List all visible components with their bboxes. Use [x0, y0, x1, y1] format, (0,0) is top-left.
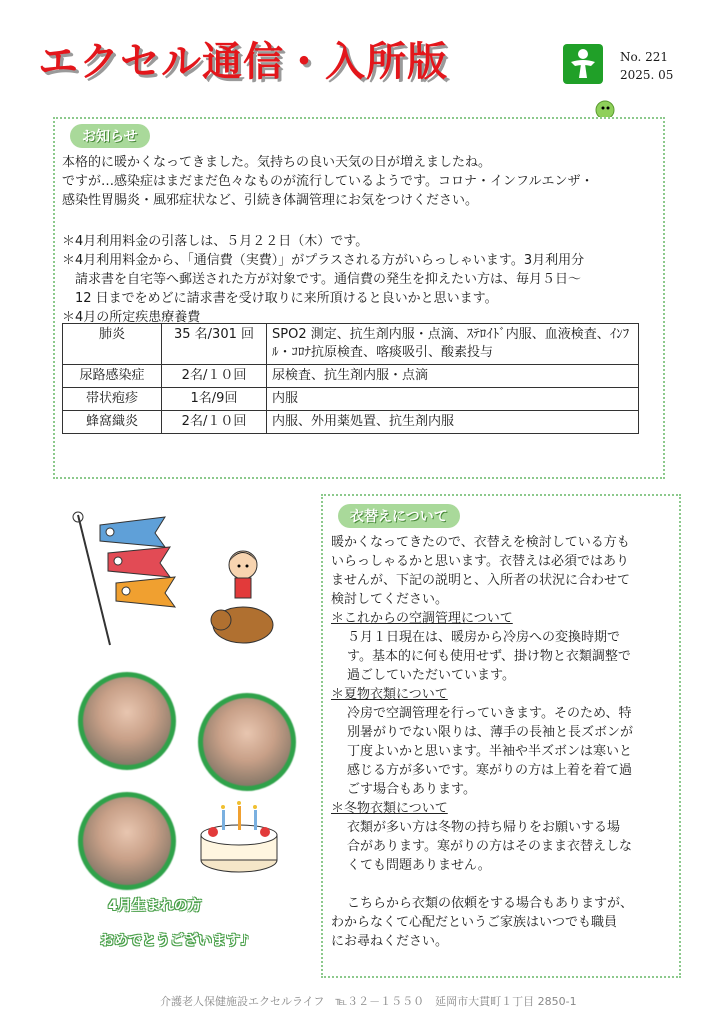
- section-line: す。基本的に何も使用せず、掛け物と衣類調整で: [347, 649, 631, 664]
- notice-heading: お知らせ: [70, 124, 150, 148]
- count-cell: 35 名/301 回: [162, 324, 267, 365]
- section-body: [331, 704, 671, 799]
- closing-line: にお尋ねください。: [331, 934, 449, 949]
- section-title: [331, 685, 671, 704]
- notice-items: [62, 232, 652, 327]
- resident-photo: [78, 672, 176, 770]
- disease-treatment-table: [62, 323, 639, 434]
- closing-line: わからなくて心配だというご家族はいつでも職員: [331, 915, 618, 930]
- koinobori-illustration-icon: [70, 505, 185, 650]
- clothing-intro-line: 暖かくなってきたので、衣替えを検討している方も: [331, 535, 630, 550]
- section-line: 感じる方が多いです。寒がりの方は上着を着て過: [347, 763, 632, 778]
- table-row: [63, 411, 639, 434]
- treatment-cell: 内服: [267, 388, 639, 411]
- treatment-cell: 内服、外用薬処置、抗生剤内服: [267, 411, 639, 434]
- count-cell: 2名/１０回: [162, 365, 267, 388]
- section-title: [331, 609, 671, 628]
- section-line: 冷房で空調管理を行っていきます。そのため、特: [347, 706, 632, 721]
- section-title-text: ＊夏物衣類について: [331, 687, 448, 702]
- clothing-content: [331, 533, 671, 951]
- notice-intro-line: 感染性胃腸炎・風邪症状など、引続き体調管理にお気をつけください。: [62, 193, 479, 208]
- notice-intro: [62, 153, 652, 210]
- disease-cell: 帯状疱疹: [63, 388, 162, 411]
- section-title: [331, 799, 671, 818]
- clothing-intro-line: 検討してください。: [331, 592, 449, 607]
- disease-cell: 肺炎: [63, 324, 162, 365]
- section-line: 丁度よいかと思います。半袖や半ズボンは寒いと: [347, 744, 632, 759]
- issue-date: 2025. 05: [620, 68, 674, 82]
- treatment-cell: SPO2 測定、抗生剤内服・点滴、ｽﾃﾛｲﾄﾞ内服、血液検査、ｲﾝﾌﾙ・ｺﾛﾅ抗原検査、喀痰吸引、酸素投与: [267, 324, 639, 365]
- notice-item: ＊4月利用料金から、「通信費（実費）」がプラスされる方がいらっしゃいます。3月利用分: [62, 253, 585, 268]
- section-line: 合があります。寒がりの方はそのまま衣替えしな: [347, 839, 632, 854]
- birthday-cake-icon: [198, 800, 280, 880]
- disease-cell: 尿路感染症: [63, 365, 162, 388]
- section-line: 衣類が多い方は冬物の持ち帰りをお願いする場: [347, 820, 621, 835]
- notice-item: 請求書を自宅等へ郵送された方が対象です。通信費の発生を抑えたい方は、毎月５日～: [62, 272, 581, 287]
- spacer: [331, 875, 671, 894]
- section-line: ５月１日現在は、暖房から冷房への変換時期で: [347, 630, 621, 645]
- notice-intro-line: ですが…感染症はまだまだ色々なものが流行しているようです。コロナ・インフルエンザ・: [62, 174, 594, 189]
- section-line: 過ごしていただいています。: [347, 668, 515, 683]
- section-line: 別暑がりでない限りは、薄手の長袖と長ズボンが: [347, 725, 634, 740]
- section-title-text: ＊冬物衣類について: [331, 801, 448, 816]
- resident-photo: [198, 693, 296, 791]
- footer-address: 介護老人保健施設エクセルライフ ℡３２－１５５０ 延岡市大貫町１丁目 2850-1: [160, 995, 577, 1008]
- section-line: くても問題ありません。: [347, 858, 491, 873]
- resident-photo: [78, 792, 176, 890]
- newsletter-title: エクセル通信・入所版: [38, 39, 448, 85]
- table-row: [63, 388, 639, 411]
- notice-item: ＊4月の所定疾患療養費: [62, 310, 201, 325]
- notice-intro-line: 本格的に暖かくなってきました。気持ちの良い天気の日が増えましたね。: [62, 155, 492, 170]
- facility-logo-icon: [563, 44, 603, 84]
- section-title-text: ＊これからの空調管理について: [331, 611, 513, 626]
- section-body: [331, 628, 671, 685]
- disease-cell: 蜂窩織炎: [63, 411, 162, 434]
- count-cell: 2名/１０回: [162, 411, 267, 434]
- treatment-cell: 尿検査、抗生剤内服・点滴: [267, 365, 639, 388]
- notice-item: 12 日までをめどに請求書を受け取りに来所頂けると良いかと思います。: [62, 291, 498, 306]
- closing-line: こちらから衣類の依頼をする場合もありますが、: [347, 896, 634, 911]
- birthday-message-line2: おめでとうございます♪: [100, 933, 249, 949]
- clothing-intro-line: いらっしゃるかと思います。衣替えは必須ではあり: [331, 554, 629, 569]
- table-row: [63, 324, 639, 365]
- boy-on-bear-illustration-icon: [205, 540, 285, 650]
- section-line: ごす場合もあります。: [347, 782, 476, 797]
- section-body: [331, 818, 671, 875]
- clothing-intro-line: ませんが、下記の説明と、入所者の状況に合わせて: [331, 573, 631, 588]
- closing-text: [331, 894, 671, 913]
- table-row: [63, 365, 639, 388]
- notice-item: ＊4月利用料金の引落しは、５月２２日（木）です。: [62, 234, 369, 249]
- issue-number: No. 221: [620, 50, 669, 64]
- clothing-heading: 衣替えについて: [338, 504, 460, 528]
- birthday-message-line1: 4月生まれの方: [108, 898, 202, 914]
- count-cell: 1名/9回: [162, 388, 267, 411]
